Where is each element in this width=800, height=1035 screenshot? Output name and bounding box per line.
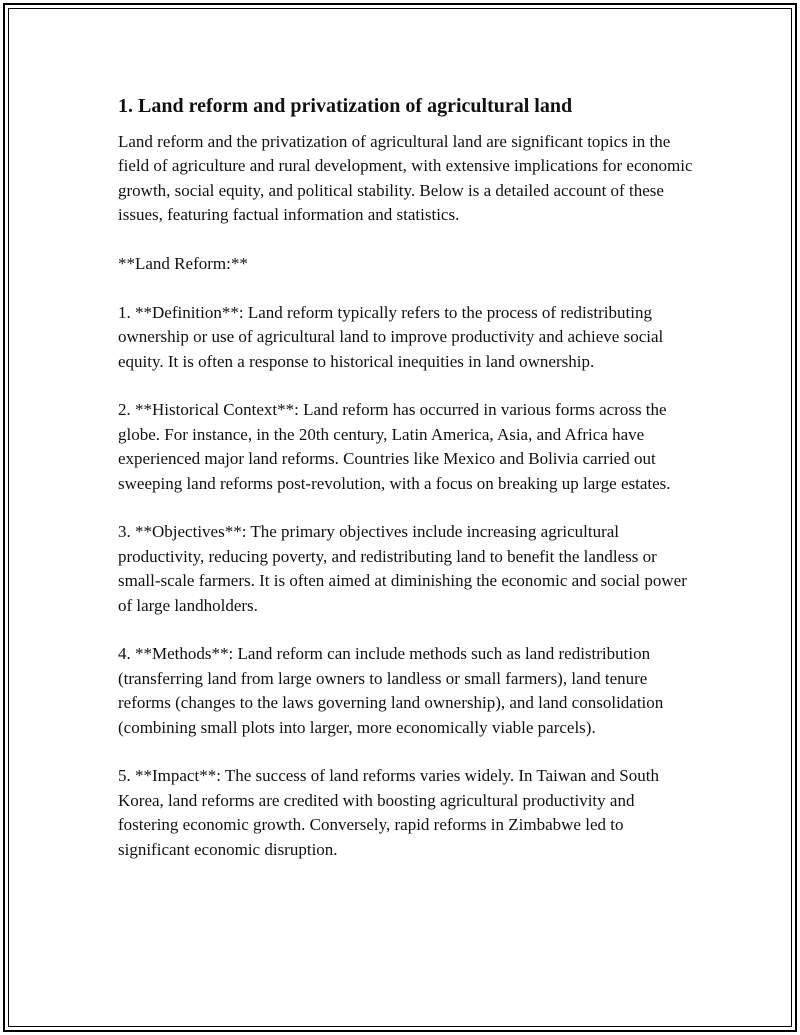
historical-context-paragraph: 2. **Historical Context**: Land reform has occurred in various forms across the globe. For instance, in the 20th century, Latin America, Asia, and Africa have experienced major land reforms. Countries like Mexico and Bolivia carried out sweeping land reforms post-revolution, with a focus on breaking up large estates. bbox=[118, 400, 671, 493]
section-title: 1. Land reform and privatization of agricultural land bbox=[118, 95, 573, 117]
methods-paragraph: 4. **Methods**: Land reform can include methods such as land redistribution (transferring land from large owners to landless or small farmers), land tenure reforms (changes to the laws governing land ownership), and land consolidation (combining small plots into larger, more economically viable parcels). bbox=[118, 644, 664, 737]
intro-paragraph: Land reform and the privatization of agricultural land are significant topics in the field of agriculture and rural development, with extensive implications for economic growth, social equity, and political stability. Below is a detailed account of these issues, featuring factual information and statistics. bbox=[118, 132, 693, 225]
objectives-paragraph: 3. **Objectives**: The primary objectives include increasing agricultural productivity, reducing poverty, and redistributing land to benefit the landless or small-scale farmers. It is often aimed at diminishing the economic and social power of large landholders. bbox=[118, 522, 687, 615]
land-reform-heading: **Land Reform:** bbox=[118, 254, 248, 274]
impact-paragraph: 5. **Impact**: The success of land reforms varies widely. In Taiwan and South Korea, land reforms are credited with boosting agricultural productivity and fostering economic growth. Conversely, rapid reforms in Zimbabwe led to significant economic disruption. bbox=[118, 766, 659, 859]
document-body bbox=[118, 92, 698, 886]
definition-paragraph: 1. **Definition**: Land reform typically refers to the process of redistributing ownership or use of agricultural land to improve productivity and achieve social equity. It is often a response to historical inequities in land ownership. bbox=[118, 302, 664, 371]
